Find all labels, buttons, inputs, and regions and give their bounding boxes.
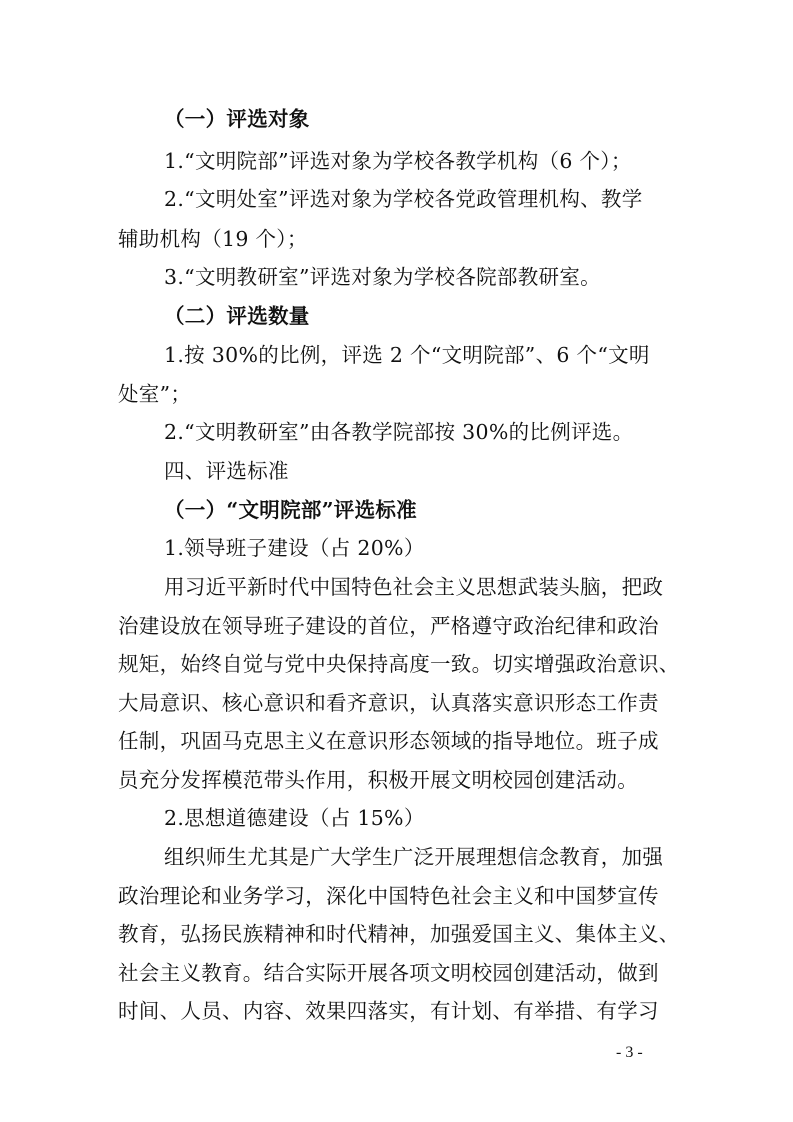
heading-selection-quantity: （二）评选数量 [164,304,310,328]
subsection-heading: （一）“文明院部”评选标准 [164,498,417,522]
heading-selection-targets: （一）评选对象 [164,107,310,131]
subheading-line: 1.领导班子建设（占 20%） [164,536,425,560]
page-number: - 3 - [616,1044,643,1061]
paragraph-line: 处室”； [118,382,192,406]
paragraph-line: 辅助机构（19 个）； [118,227,308,251]
paragraph-line: 规矩，始终自觉与党中央保持高度一致。切实增强政治意识、 [118,652,680,676]
subheading-line: 2.思想道德建设（占 15%） [164,806,425,830]
section-heading: 四、评选标准 [164,459,289,483]
paragraph-line: 2.“文明处室”评选对象为学校各党政管理机构、教学 [164,187,643,211]
paragraph-line: 社会主义教育。结合实际开展各项文明校园创建活动，做到 [118,961,659,985]
paragraph-line: 员充分发挥模范带头作用，积极开展文明校园创建活动。 [118,768,638,792]
paragraph-line: 1.按 30%的比例，评选 2 个“文明院部”、6 个“文明 [164,343,650,367]
paragraph-line: 大局意识、核心意识和看齐意识，认真落实意识形态工作责 [118,691,659,715]
paragraph-line: 时间、人员、内容、效果四落实，有计划、有举措、有学习 [118,999,659,1023]
paragraph-line: 3.“文明教研室”评选对象为学校各院部教研室。 [164,265,601,289]
paragraph-line: 任制，巩固马克思主义在意识形态领域的指导地位。班子成 [118,729,659,753]
paragraph-line: 2.“文明教研室”由各教学院部按 30%的比例评选。 [164,420,634,444]
paragraph-line: 1.“文明院部”评选对象为学校各教学机构（6 个）； [164,149,632,173]
paragraph-line: 治建设放在领导班子建设的首位，严格遵守政治纪律和政治 [118,614,659,638]
paragraph-line: 组织师生尤其是广大学生广泛开展理想信念教育，加强 [164,845,664,869]
paragraph-line: 政治理论和业务学习，深化中国特色社会主义和中国梦宣传 [118,884,659,908]
paragraph-line: 用习近平新时代中国特色社会主义思想武装头脑，把政 [164,575,664,599]
paragraph-line: 教育，弘扬民族精神和时代精神，加强爱国主义、集体主义、 [118,922,680,946]
